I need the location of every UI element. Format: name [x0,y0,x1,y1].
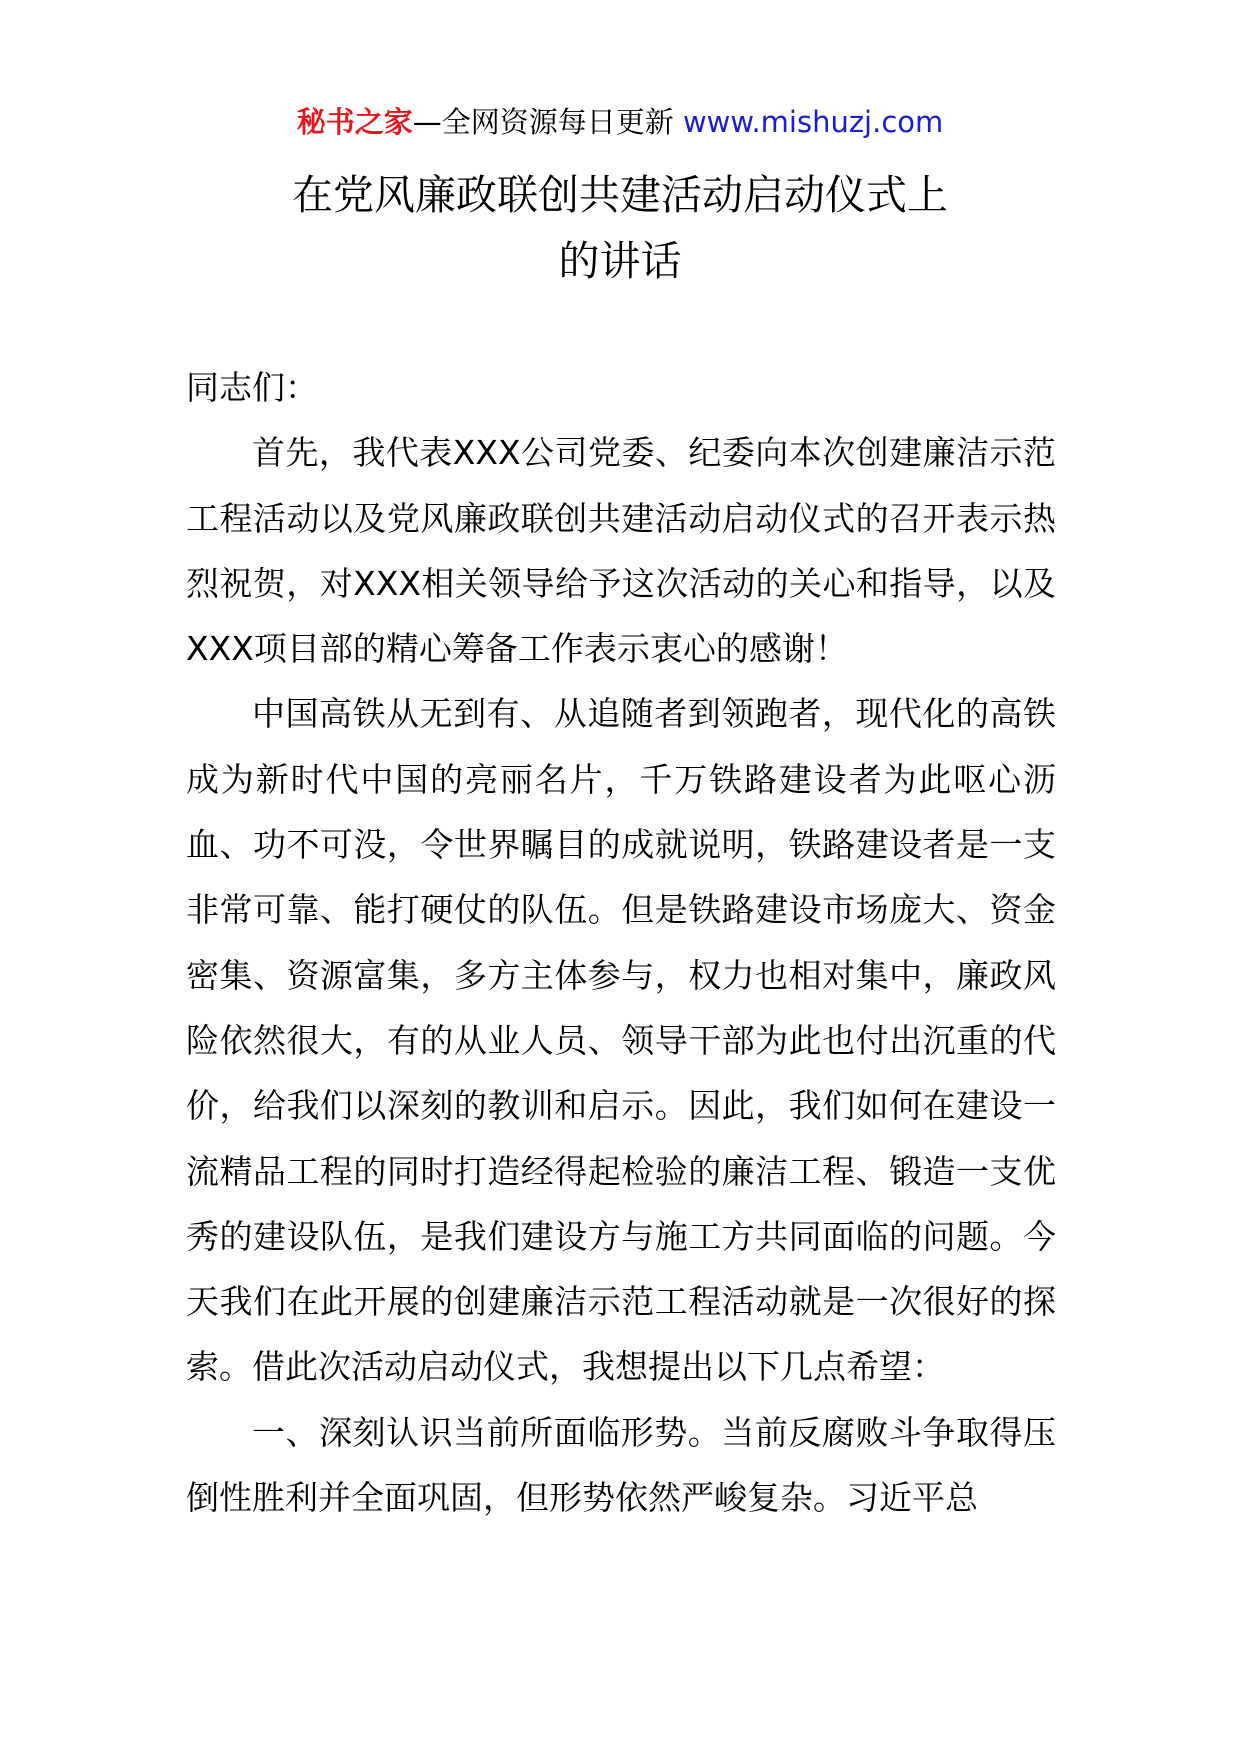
paragraph-2: 中国高铁从无到有、从追随者到领跑者，现代化的高铁成为新时代中国的亮丽名片，千万铁路建设者为此呕心沥血、功不可没，令世界瞩目的成就说明，铁路建设者是一支非常可靠、能打硬仗的队伍。但是铁路建设市场庞大、资金密集、资源富集，多方主体参与，权力也相对集中，廉政风险依然很大，有的从业人员、领导干部为此也付出沉重的代价，给我们以深刻的教训和启示。因此，我们如何在建设一流精品工程的同时打造经得起检验的廉洁工程、锻造一支优秀的建设队伍，是我们建设方与施工方共同面临的问题。今天我们在此开展的创建廉洁示范工程活动就是一次很好的探索。借此次活动启动仪式，我想提出以下几点希望： [186,694,1056,1387]
paragraph-1: 首先，我代表XXX公司党委、纪委向本次创建廉洁示范工程活动以及党风廉政联创共建活动启动仪式的召开表示热烈祝贺，对XXX相关领导给予这次活动的关心和指导，以及XXX项目部的精心筹备工作表示衷心的感谢！ [186,433,1056,669]
site-slogan: —全网资源每日更新 [412,105,683,139]
site-url-link[interactable]: www.mishuzj.com [682,105,944,139]
document-title [0,162,1240,294]
title-line-2: 的讲话 [558,237,682,285]
paragraph-3: 一、深刻认识当前所面临形势。当前反腐败斗争取得压倒性胜利并全面巩固，但形势依然严峻复杂。习近平总 [186,1412,1056,1518]
title-line-1: 在党风廉政联创共建活动启动仪式上 [292,171,948,219]
document-body [186,355,1056,1530]
site-header [0,100,1240,144]
salutation: 同志们： [186,368,318,407]
site-brand: 秘书之家 [296,105,413,139]
